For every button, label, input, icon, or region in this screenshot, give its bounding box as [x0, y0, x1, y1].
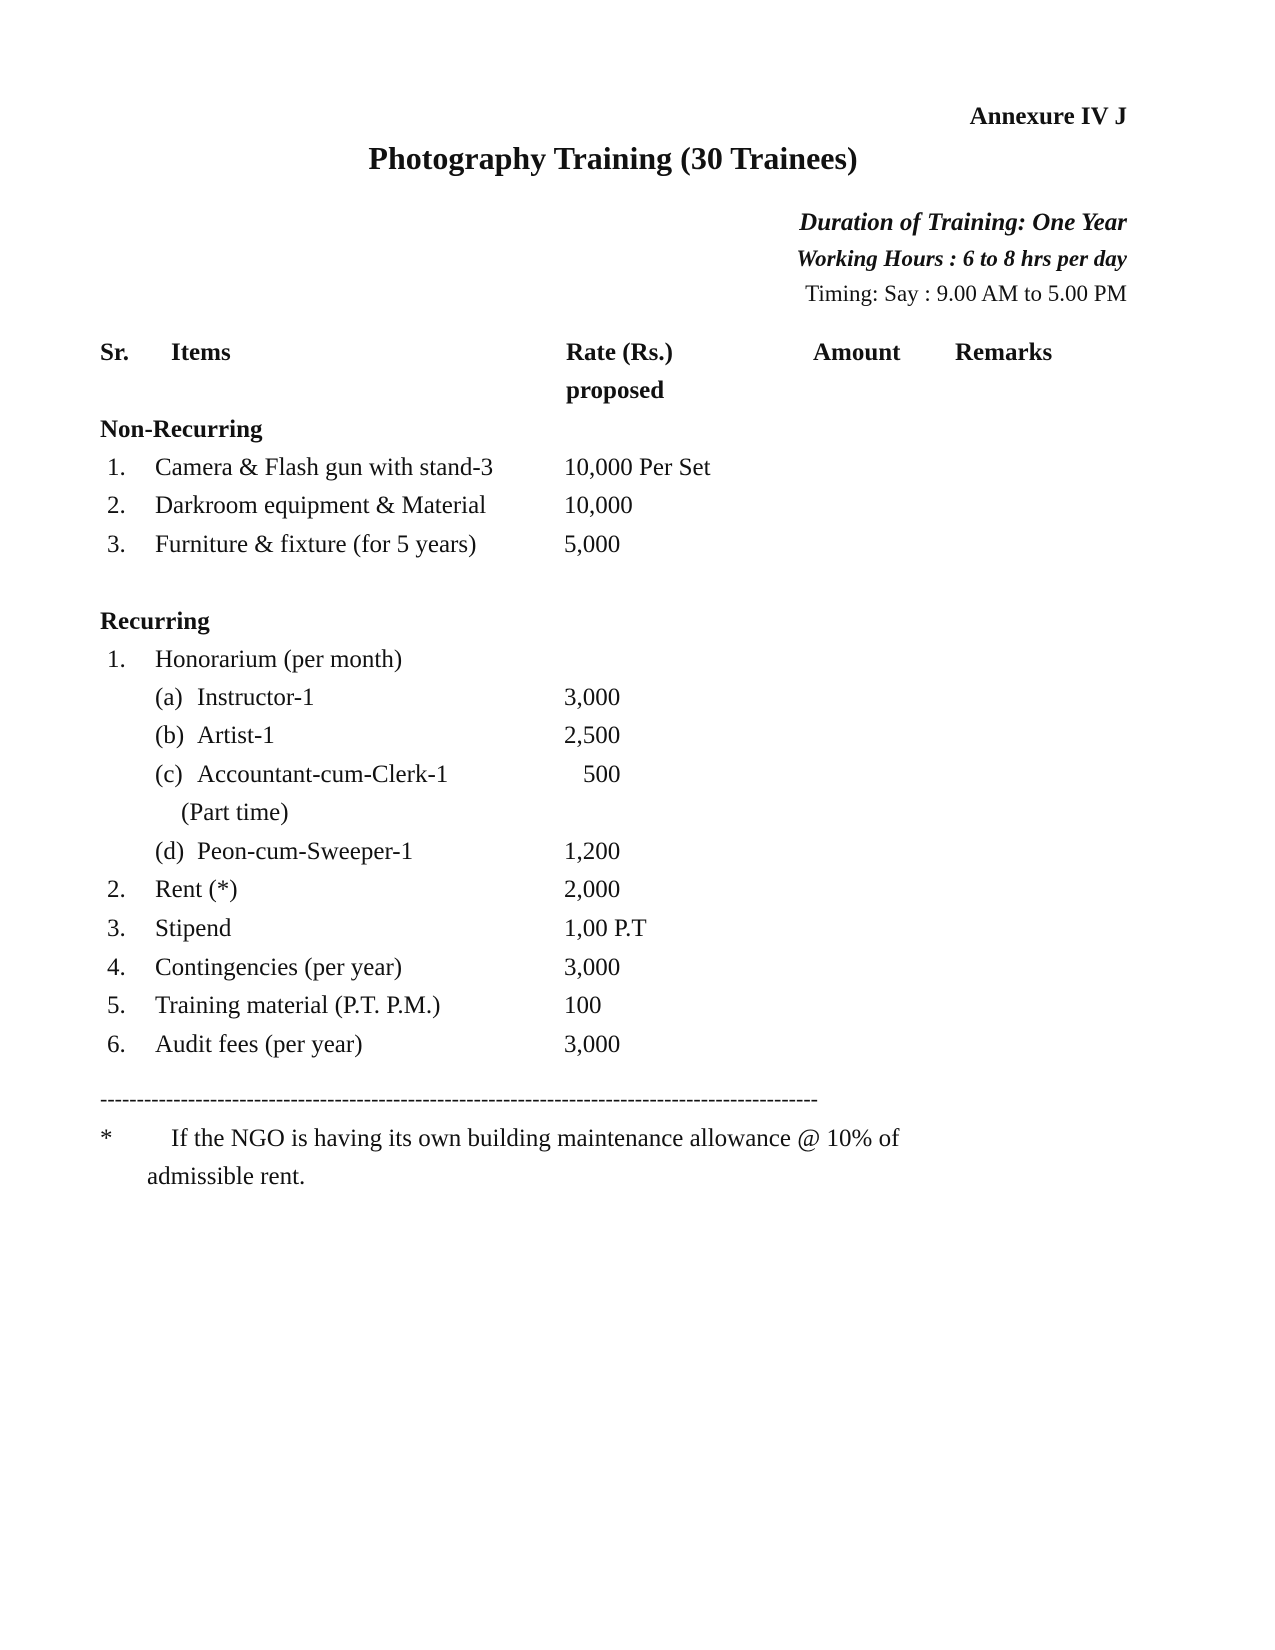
table-row-rate: 3,000 [564, 1031, 621, 1058]
table-row-rate: 5,000 [564, 531, 621, 558]
sub-item-rate: 2,500 [564, 722, 621, 749]
footnote-divider: -------------------------------------------------------------------------------------------------- [100, 1088, 818, 1110]
table-row-item: Training material (P.T. P.M.) [155, 992, 441, 1019]
footnote-line: admissible rent. [147, 1163, 306, 1190]
section-heading-non-recurring: Non-Recurring [100, 416, 263, 443]
sub-item-note: (Part time) [181, 799, 289, 826]
sub-item-name: Accountant-cum-Clerk-1 [197, 761, 449, 788]
sub-item-letter: (d) [155, 838, 185, 865]
table-row-sr: 6. [107, 1031, 126, 1058]
table-row-rate: 2,000 [564, 876, 621, 903]
table-row-rate: 3,000 [564, 954, 621, 981]
table-row-sr: 2. [107, 876, 126, 903]
col-header-rate-proposed: proposed [566, 377, 665, 404]
table-row-item: Camera & Flash gun with stand-3 [155, 454, 494, 481]
page-title: Photography Training (30 Trainees) [368, 140, 858, 176]
sub-item-rate: 1,200 [564, 838, 621, 865]
sub-item-letter: (c) [155, 761, 183, 788]
table-row-sr: 1. [107, 454, 126, 481]
col-header-items: Items [171, 339, 231, 366]
table-row-sr: 3. [107, 531, 126, 558]
table-row-rate: 10,000 [564, 492, 633, 519]
col-header-rate: Rate (Rs.) [566, 339, 673, 366]
sub-item-rate: 500 [583, 761, 621, 788]
section-heading-recurring: Recurring [100, 608, 210, 635]
table-row-item: Audit fees (per year) [155, 1031, 363, 1058]
table-row-item: Contingencies (per year) [155, 954, 403, 981]
sub-item-rate: 3,000 [564, 684, 621, 711]
annexure-label: Annexure IV J [969, 103, 1127, 130]
table-row-sr: 2. [107, 492, 126, 519]
table-row-sr: 4. [107, 954, 126, 981]
sub-item-name: Peon-cum-Sweeper-1 [197, 838, 414, 865]
sub-item-letter: (a) [155, 684, 183, 711]
sub-item-name: Artist-1 [197, 722, 275, 749]
table-row-sr: 3. [107, 915, 126, 942]
col-header-sr: Sr. [100, 339, 129, 366]
footnote-line: If the NGO is having its own building maintenance allowance @ 10% of [171, 1125, 900, 1152]
table-row-item: Darkroom equipment & Material [155, 492, 487, 519]
sub-item-name: Instructor-1 [197, 684, 315, 711]
table-row-rate: 1,00 P.T [564, 915, 647, 942]
duration-text: Duration of Training: One Year [799, 209, 1127, 236]
timing-text: Timing: Say : 9.00 AM to 5.00 PM [805, 281, 1127, 306]
col-header-amount: Amount [813, 339, 901, 366]
table-row-item: Furniture & fixture (for 5 years) [155, 531, 477, 558]
sub-item-letter: (b) [155, 722, 185, 749]
table-row-item: Stipend [155, 915, 232, 942]
table-row-sr: 1. [107, 646, 126, 673]
footnote-marker: * [100, 1125, 113, 1152]
table-row-item: Honorarium (per month) [155, 646, 403, 673]
table-row-rate: 100 [564, 992, 602, 1019]
col-header-remarks: Remarks [955, 339, 1053, 366]
table-row-rate: 10,000 Per Set [564, 454, 711, 481]
working-hours-text: Working Hours : 6 to 8 hrs per day [796, 246, 1127, 271]
table-row-item: Rent (*) [155, 876, 238, 903]
table-row-sr: 5. [107, 992, 126, 1019]
